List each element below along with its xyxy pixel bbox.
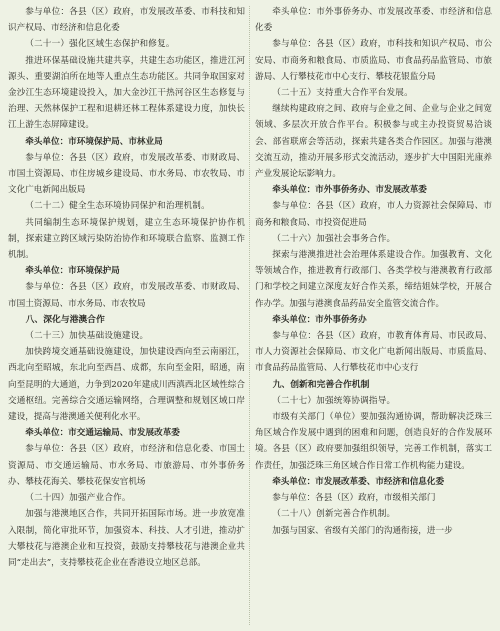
paragraph: 参与单位：各县（区）政府，市经济和信息化委、市国土资源局、市交通运输局、市水务局、市旅游局、市外事侨务办、攀枝花海关、攀枝花保安官机场: [8, 444, 245, 487]
section-heading: 九、创新和完善合作机制: [272, 379, 370, 390]
responsible-unit-line: 牵头单位：市环境保护局: [25, 266, 120, 277]
responsible-unit-line: 牵头单位：市外事侨务办: [272, 314, 367, 325]
subsection-heading: （二十二）健全生态环境协同保护和治理机制。: [25, 201, 210, 212]
paragraph: 加快跨境交通基础设施建设，加快建设西向至云南丽江，西北向至昭城，东北向至西昌、成都，东向至金阳，昭通，南向至昆明的大通道，力争到2020年建成川西滇西北区域性综合交通枢纽。完善综合交通运输网络，合理调整和规划区域口岸建设，提高与港澳通关便利化水平。: [8, 347, 245, 423]
paragraph: 共同编制生态环境保护规划，建立生态环境保护协作机制，探索建立跨区域污染防治协作和环境联合监察、监测工作机制。: [8, 217, 245, 261]
responsible-unit-line: 牵头单位：市交通运输局、市发展改革委: [25, 428, 180, 439]
paragraph: 参与单位：各县（区）政府，市人力资源社会保障局、市商务和粮食局、市投资促进局: [255, 201, 492, 228]
subsection-heading: （二十七）加强统筹协调指导。: [272, 395, 396, 406]
paragraph: 参与单位：各县（区）政府，市发展改革委、市财政局、市国土资源局、市水务局、市农牧局: [8, 282, 245, 309]
column-divider: [249, 6, 250, 625]
responsible-unit-line: 牵头单位：市环境保护局、市林业局: [25, 136, 163, 147]
paragraph: 参与单位：各县（区）政府，市发展改革委、市财政局、市国土资源局、市住房城乡建设局、市水务局、市农牧局、市文化广电新闻出版局: [8, 152, 245, 196]
subsection-heading: （二十八）创新完善合作机制。: [272, 509, 396, 520]
responsible-unit-line: 牵头单位：市外事侨务办、市发展改革委: [272, 185, 427, 196]
paragraph: 加强与国家、省级有关部门的沟通衔接，进一步: [272, 525, 453, 536]
subsection-heading: （二十五）支持重大合作平台发展。: [272, 88, 413, 99]
paragraph: 探索与港澳推进社会治理体系建设合作。加强教育、文化等领域合作，推进教育行政部门、各类学校与港澳教育行政部门和学校之间建立深度友好合作关系，缔结姐妹学校，开展合作办学。加强与港澳食品药品安全监管交流合作。: [255, 250, 492, 309]
subsection-heading: （二十三）加快基础设施建设。: [25, 331, 149, 342]
subsection-heading: （二十四）加强产业合作。: [25, 493, 131, 504]
section-heading: 八、深化与港澳合作: [25, 314, 105, 325]
subsection-heading: （二十六）加强社会事务合作。: [272, 233, 396, 244]
subsection-heading: （二十一）强化区域生态保护和修复。: [25, 39, 175, 50]
paragraph: 推进环保基础设施共建共享，共建生态功能区，推进江河源头、重要湖泊所在地等人重点生态功能区。共同争取国家对金沙江生态环境建设投入，加大金沙江干热河谷区生态修复与治理、天然林保护工程和退耕还林工程体系建设力度，加快长江上游生态屏障建设。: [8, 55, 245, 131]
paragraph: 参与单位：各县（区）政府，市级相关部门: [272, 493, 436, 504]
paragraph: 加强与港澳地区合作，共同开拓国际市场。进一步放宽准入限制，简化审批环节，加强资本、科技、人才引进，推动扩大攀枝花与港澳企业和互投资，鼓励支持攀枝花与港澳企业共同“走出去”，支持攀枝花企业在香港设立地区总部。: [8, 509, 245, 568]
paragraph: 市级有关部门（单位）要加强沟通协调，帮助解决泛珠三角区域合作发展中遇到的困难和问题，创造良好的合作发展环境。各县（区）政府要加强组织领导，完善工作机制，落实工作责任，加强泛珠三角区域合作日常工作机构能力建设。: [255, 412, 492, 471]
left-column: [8, 4, 245, 631]
paragraph: 继续构建政府之间、政府与企业之间、企业与企业之间宽领域、多层次开放合作平台。积极参与或主办投资贸易洽谈会、部省联席会等活动，探索共建各类合作园区。加强与港澳交流互动，推动开展多形式交流活动，逐步扩大中国阳光康养产业发展论坛影响力。: [255, 104, 492, 180]
right-column: [255, 4, 492, 631]
paragraph: 牵头单位：市外事侨务办、市发展改革委、市经济和信息化委: [255, 7, 492, 34]
paragraph: 参与单位：各县（区）政府，市科技和知识产权局、市公安局、市商务和粮食局、市质监局、市食品药品监管局、市旅游局、人行攀枝花市中心支行、攀枝花银监分局: [255, 39, 492, 82]
paragraph: 参与单位：各县（区）政府，市发展改革委、市科技和知识产权局、市经济和信息化委: [8, 7, 245, 34]
paragraph: 参与单位：各县（区）政府，市教育体育局、市民政局、市人力资源社会保障局、市文化广电新闻出版局、市质监局、市食品药品监管局、人行攀枝花市中心支行: [255, 331, 492, 374]
responsible-unit-line: 牵头单位：市发展改革委、市经济和信息化委: [272, 476, 445, 487]
